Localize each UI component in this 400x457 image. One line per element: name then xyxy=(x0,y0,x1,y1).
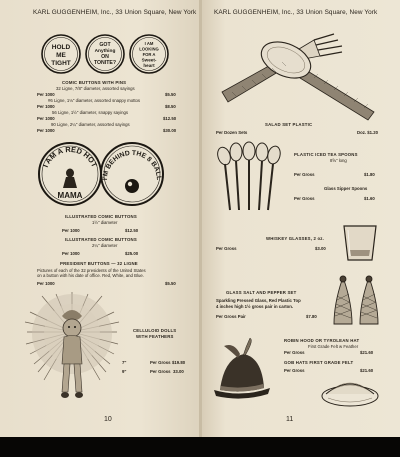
svg-text:ME: ME xyxy=(56,52,66,59)
whiskey-glass-illustration xyxy=(340,222,380,264)
salad-title: SALAD SET PLASTIC xyxy=(265,122,313,127)
svg-text:HOLD: HOLD xyxy=(51,44,71,51)
pin-unit-3: Per 1000 xyxy=(37,116,55,121)
pin-price-1: $5.50 xyxy=(165,92,176,97)
whiskey-unit: Per Gross xyxy=(216,246,237,251)
whiskey-price: $3.00 xyxy=(315,246,326,251)
pin-spec-3: 56 Ligne, 1½" diameter, snappy sayings xyxy=(52,110,129,115)
hat-unit: Per Gross xyxy=(284,350,305,355)
tea-unit: Per Gross xyxy=(294,172,315,177)
illustrated-size-2: 2¼" diameter xyxy=(92,243,118,248)
svg-text:ON: ON xyxy=(101,54,109,60)
illustrated-unit-2: Per 1000 xyxy=(62,251,80,256)
doll-size-1: 7" xyxy=(122,360,127,365)
svg-text:heart: heart xyxy=(143,63,155,68)
svg-text:Sweet-: Sweet- xyxy=(141,57,157,63)
tea-spoons-illustration xyxy=(210,142,290,214)
tea-title: PLASTIC ICED TEA SPOONS xyxy=(294,152,358,157)
page-number: 11 xyxy=(286,416,294,423)
illustrated-unit-1: Per 1000 xyxy=(62,228,80,233)
dolls-title-2: WITH FEATHERS xyxy=(136,334,174,339)
salad-set-illustration xyxy=(202,30,400,120)
button-red-hot-mama xyxy=(39,143,101,205)
celluloid-doll-illustration xyxy=(22,292,122,412)
president-desc-1: Pictures of each of the 32 presidents of the United States xyxy=(37,268,146,273)
button-hold-me-tight xyxy=(42,35,80,73)
doll-unit-1: Per Gross xyxy=(150,360,171,365)
illustrated-title-2: ILLUSTRATED COMIC BUTTONS xyxy=(65,237,137,242)
svg-text:FOR A: FOR A xyxy=(142,52,156,57)
tea-price: $1.80 xyxy=(364,172,375,177)
svg-text:I AM A RED HOT: I AM A RED HOT xyxy=(40,144,100,169)
illustrated-size-1: 1½" diameter xyxy=(92,220,118,225)
illustrated-title-1: ILLUSTRATED COMIC BUTTONS xyxy=(65,214,137,219)
whiskey-title: WHISKEY GLASSES, 2 oz. xyxy=(266,236,325,241)
doll-unit-2: Per Gross xyxy=(150,369,171,374)
tea-size: 8⅝" long xyxy=(330,158,347,163)
president-title: PRESIDENT BUTTONS — 32 LIGNE xyxy=(60,261,138,266)
catalog-page-left xyxy=(0,0,200,437)
doll-price-2: 33.00 xyxy=(173,369,184,374)
comic-pins-title: COMIC BUTTONS WITH PINS xyxy=(62,80,127,85)
gob-unit: Per Gross xyxy=(284,368,305,373)
president-desc-2: on a button with his date of office. Red, White, and Blue. xyxy=(37,273,144,278)
president-unit: Per 1000 xyxy=(37,281,55,286)
comic-buttons-illustration xyxy=(0,30,200,80)
pin-spec-4: 90 Ligne, 2¼" diameter, assorted sayings xyxy=(51,122,130,127)
saltpepper-desc-1: Sparkling Pressed Glass, Red Plastic Top xyxy=(216,298,301,303)
salad-unit: Per Dozen Sets xyxy=(216,130,248,135)
tyrolean-hat-illustration xyxy=(210,344,280,400)
button-behind-8-ball xyxy=(101,143,163,205)
saltpepper-desc-2: 4 inches high 1½ gross pair in carton. xyxy=(216,304,294,309)
illustrated-price-1: $12.50 xyxy=(125,228,139,233)
salad-price: Doz. $1.20 xyxy=(357,130,379,135)
saltpepper-price: $7.80 xyxy=(306,314,317,319)
svg-text:Anything: Anything xyxy=(94,49,116,54)
saltpepper-title: GLASS SALT AND PEPPER SET xyxy=(226,290,297,295)
svg-text:TONITE?: TONITE? xyxy=(93,60,117,66)
svg-text:I AM: I AM xyxy=(144,41,154,46)
tea-sub: Glass Sipper Spoons xyxy=(324,186,368,191)
svg-text:TIGHT: TIGHT xyxy=(51,60,71,67)
gob-hat-illustration xyxy=(318,376,382,408)
gob-price: $21.60 xyxy=(360,368,374,373)
pin-price-3: $12.50 xyxy=(163,116,177,121)
pin-spec-1: 32 Ligne, 7/8" diameter, assorted sayings xyxy=(56,86,135,91)
pin-unit-1: Per 1000 xyxy=(37,92,55,97)
doll-size-2: 9" xyxy=(122,369,127,374)
page-header: KARL GUGGENHEIM, Inc., 33 Union Square, New York xyxy=(214,9,378,16)
page-header: KARL GUGGENHEIM, Inc., 33 Union Square, New York xyxy=(33,9,197,16)
hat-price: $21.60 xyxy=(360,350,374,355)
svg-text:GOT: GOT xyxy=(99,42,111,48)
tea-sub-price: $1.60 xyxy=(364,196,375,201)
dolls-title-1: CELLULOID DOLLS xyxy=(133,328,177,333)
gob-title: GOB HATS FIRST GRADE FELT xyxy=(284,360,354,365)
illustrated-price-2: $25.00 xyxy=(125,251,139,256)
pin-spec-2: #6 Ligne, 1⅛" diameter, assorted snappy mottos xyxy=(48,98,141,103)
pin-price-2: $8.50 xyxy=(165,104,176,109)
salt-pepper-illustration xyxy=(330,274,380,330)
saltpepper-unit: Per Gross Pair xyxy=(216,314,246,319)
tea-sub-unit: Per Gross xyxy=(294,196,315,201)
pin-unit-2: Per 1000 xyxy=(37,104,55,109)
svg-text:I'M BEHIND THE 8 BALL: I'M BEHIND THE 8 BALL xyxy=(101,149,163,181)
doll-price-1: $19.80 xyxy=(172,360,186,365)
pin-price-4: $30.00 xyxy=(163,128,177,133)
page-number: 10 xyxy=(104,416,112,423)
president-price: $5.50 xyxy=(165,281,176,286)
illustrated-buttons-illustration xyxy=(0,140,200,210)
svg-text:MAMA: MAMA xyxy=(57,191,83,200)
hat-title: ROBIN HOOD OR TYROLEAN HAT xyxy=(284,338,360,343)
button-got-anything xyxy=(86,35,124,73)
svg-text:LOOKING: LOOKING xyxy=(139,46,159,52)
catalog-page-right xyxy=(202,0,400,437)
pin-unit-4: Per 1000 xyxy=(37,128,55,133)
hat-sub: First Grade Felt w Feather xyxy=(308,344,359,349)
button-looking-for-sweetheart xyxy=(130,35,168,73)
